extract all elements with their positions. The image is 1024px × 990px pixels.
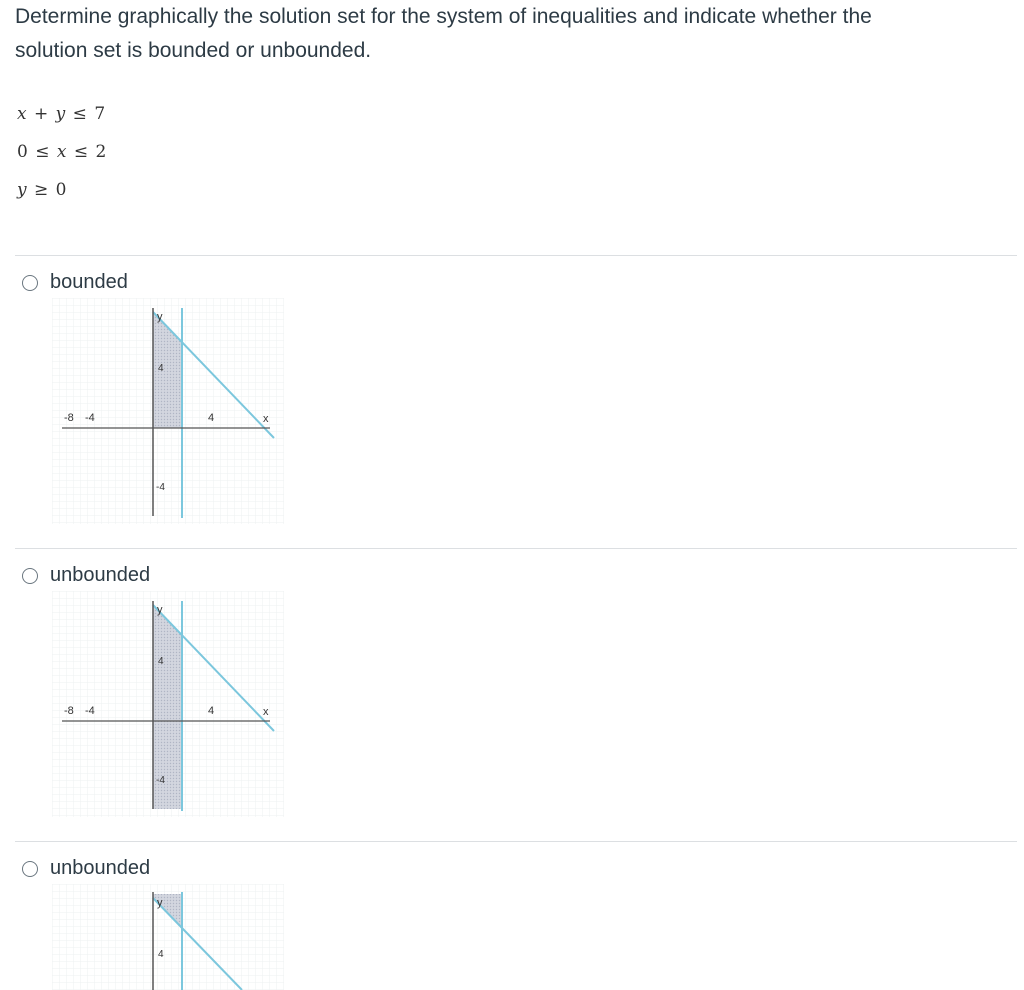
question-line-2: solution set is bounded or unbounded.: [15, 39, 372, 62]
answer-label: unbounded: [50, 564, 151, 586]
divider: [15, 841, 1017, 842]
divider: [15, 255, 1017, 256]
inequality-3-lhs: y: [17, 180, 28, 200]
radio-button[interactable]: [22, 861, 38, 877]
inequality-1: [17, 104, 106, 124]
inequality-3-rel: ≥: [34, 180, 50, 200]
inequality-1-rhs: 7: [94, 104, 107, 124]
inequality-3-rhs: 0: [55, 180, 68, 200]
divider: [15, 548, 1017, 549]
y-axis-label: y: [157, 311, 163, 323]
inequality-2: [17, 142, 107, 162]
inequality-2-rel: ≤: [73, 142, 90, 162]
x-tick-label-neg4: -4: [85, 412, 95, 424]
x-axis-label: x: [263, 706, 269, 718]
y-tick-label-neg4: -4: [156, 482, 165, 493]
x-tick-label-4: 4: [208, 412, 215, 424]
y-tick-label-4: 4: [158, 363, 164, 374]
inequality-2-rhs: 2: [95, 142, 108, 162]
question-text: [15, 0, 995, 68]
answer-label: bounded: [50, 271, 128, 293]
answer-option-1[interactable]: [22, 271, 128, 294]
graph-svg: [52, 298, 284, 524]
answer-option-2[interactable]: [22, 564, 150, 587]
question-line-1: Determine graphically the solution set for the system of inequalities and indicate whether the: [15, 5, 872, 28]
x-tick-label-4: 4: [208, 705, 215, 717]
y-tick-label-4: 4: [158, 949, 164, 960]
answer-graph-2: [52, 591, 284, 817]
inequality-2-lhs: 0 ≤ x: [17, 142, 68, 162]
answer-label: unbounded: [50, 857, 151, 879]
y-axis-label: y: [157, 604, 163, 616]
answer-graph-3: [52, 884, 284, 990]
x-tick-label-neg4: -4: [85, 705, 95, 717]
radio-button[interactable]: [22, 275, 38, 291]
inequality-3: [17, 180, 68, 200]
graph-svg: [52, 884, 284, 990]
x-tick-label-neg8: -8: [64, 705, 74, 717]
x-tick-label-neg8: -8: [64, 412, 74, 424]
y-tick-label-4: 4: [158, 656, 164, 667]
radio-button[interactable]: [22, 568, 38, 584]
answer-option-3[interactable]: [22, 857, 150, 880]
x-axis-label: x: [263, 413, 269, 425]
inequality-1-rel: ≤: [72, 104, 88, 124]
answer-graph-1: [52, 298, 284, 524]
y-tick-label-neg4: -4: [156, 775, 165, 786]
y-axis-label: y: [157, 897, 163, 909]
inequality-1-lhs: x + y: [17, 104, 67, 124]
graph-svg: [52, 591, 284, 817]
